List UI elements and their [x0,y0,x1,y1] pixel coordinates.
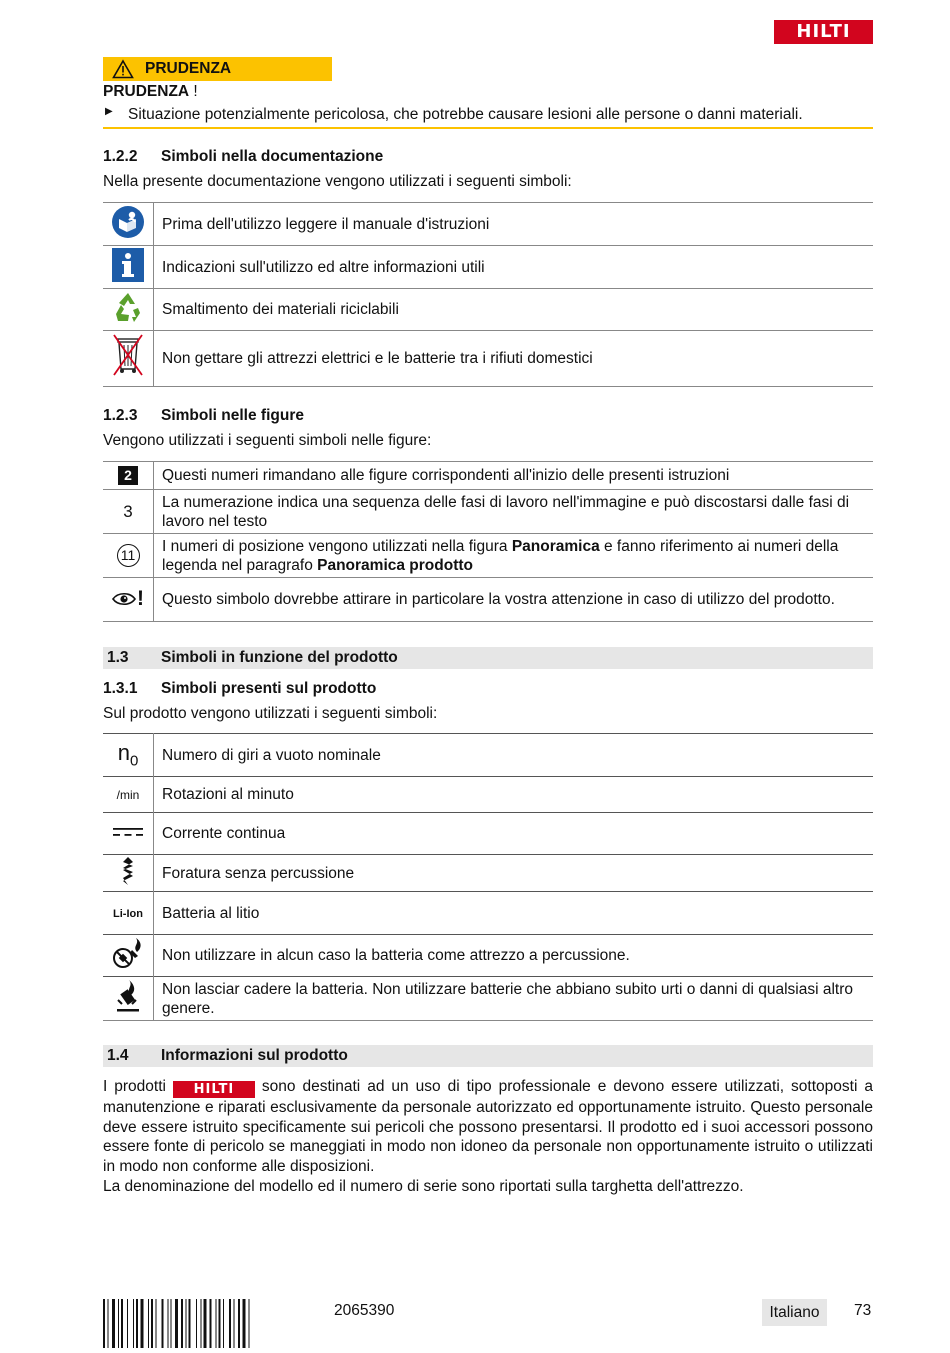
barcode-icon [103,1299,318,1348]
caution-title-bold: PRUDENZA [103,83,190,100]
drill-bit-icon [121,857,135,885]
document-code: 2065390 [334,1302,395,1319]
language-badge: Italiano [762,1299,827,1326]
table-cell-text: Non gettare gli attrezzi elettrici e le batterie tra i rifiuti domestici [154,331,874,387]
warning-triangle-icon [112,59,134,79]
table-cell-icon [103,977,154,1021]
text-bold: Panoramica prodotto [317,556,474,574]
product-info-paragraph [103,1077,873,1176]
table-cell-text: Questo simbolo dovrebbe attirare in particolare la vostra attenzione in caso di utilizzo del prodotto. [154,578,874,622]
table-row [103,289,873,331]
table-row [103,462,873,490]
caution-title [103,83,198,101]
text-part: sono destinati ad un uso di tipo professionale e devono essere utilizzati, sottoposti a manutenzione e riparati esclusivamente da personale autorizzato ed opportunamente istruito. Questo personale deve essere istruito specificamente sui pericoli che possono presentarsi. Il prodotto ed i suoi accessori possono essere fonte di pericolo se maneggiati in modo non idoneo da personale non opportunamente istruito o utilizzati in modo non conforme alle disposizioni. [103,1078,873,1175]
read-manual-icon [111,205,145,239]
table-cell-icon [103,734,154,777]
table-cell-icon [103,892,154,935]
table-row [103,734,873,777]
no-drop-battery-icon [113,978,143,1014]
table-row [103,203,873,246]
table-cell-text: La numerazione indica una sequenza delle fasi di lavoro nell'immagine e può discostarsi dalle fasi di lavoro nel testo [154,490,874,534]
recycle-icon [111,290,145,324]
table-cell-icon [103,855,154,892]
exclamation-mark: ! [137,587,144,610]
table-row [103,331,873,387]
table-cell-text: Non utilizzare in alcun caso la batteria come attrezzo a percussione. [154,935,874,977]
caution-box-label: PRUDENZA [145,60,232,77]
step-number-icon: 3 [123,501,133,521]
table-cell-icon [103,462,154,490]
table-cell-icon [103,203,154,246]
table-row [103,777,873,813]
model-serial-paragraph: La denominazione del modello ed il numero di serie sono riportati sulla targhetta dell'attrezzo. [103,1178,744,1195]
table-row [103,892,873,935]
text-part: I prodotti [103,1078,173,1095]
text-part: I numeri di posizione vengono utilizzati nella figura [162,537,512,555]
table-cell-icon [103,289,154,331]
no-load-speed-icon [117,740,139,770]
section-title-13: Simboli in funzione del prodotto [161,649,398,666]
table-cell-text: Corrente continua [154,813,874,855]
doc-symbols-table [103,202,873,387]
section-title-131: Simboli presenti sul prodotto [161,680,377,697]
table-cell-text: Non lasciar cadere la batteria. Non utilizzare batterie che abbiano subito urti o danni di qualsiasi altro genere. [154,977,874,1021]
section-intro-122: Nella presente documentazione vengono utilizzati i seguenti simboli: [103,173,572,190]
speed-n: n [117,740,130,766]
no-hammer-battery-icon [112,936,144,970]
section-number-122: 1.2.2 [103,148,138,165]
caution-title-suffix: ! [189,83,198,100]
li-ion-icon: Li-Ion [113,908,143,920]
table-cell-icon [103,490,154,534]
section-number-131: 1.3.1 [103,680,138,697]
section-title-123: Simboli nelle figure [161,407,304,424]
table-row [103,578,873,622]
section-number-13: 1.3 [107,649,129,666]
caution-bullet-text: Situazione potenzialmente pericolosa, che potrebbe causare lesioni alle persone o danni materiali. [128,106,803,123]
table-cell-icon [103,935,154,977]
hilti-logo: HILTI [774,20,873,44]
product-symbols-table [103,733,873,1021]
table-cell-icon [103,813,154,855]
section-title-122: Simboli nella documentazione [161,148,384,165]
text-part: e fanno riferimento ai numeri della legenda nel paragrafo [162,537,839,574]
table-row [103,977,873,1021]
table-row [103,935,873,977]
figure-number-icon: 2 [118,466,138,485]
section-number-14: 1.4 [107,1047,129,1064]
section-number-123: 1.2.3 [103,407,138,424]
table-cell-text: Questi numeri rimandano alle figure corrispondenti all'inizio delle presenti istruzioni [154,462,874,490]
bullet-arrow-icon: ▶ [105,106,113,117]
section-band-13 [103,647,873,669]
table-cell-text: Foratura senza percussione [154,855,874,892]
table-cell-icon [103,777,154,813]
table-cell-text: Batteria al litio [154,892,874,935]
page-number: 73 [854,1302,872,1319]
direct-current-icon [112,826,144,838]
crossed-bin-icon [111,333,145,379]
text-bold: Panoramica [511,537,600,555]
table-cell-text [154,534,874,578]
attention-eye-icon [112,587,144,611]
caution-divider [103,127,873,129]
position-number-icon: 11 [117,544,140,567]
table-row [103,855,873,892]
section-intro-123: Vengono utilizzati i seguenti simboli nelle figure: [103,432,432,449]
table-cell-icon [103,246,154,289]
table-cell-icon [103,331,154,387]
table-row [103,534,873,578]
table-cell-text: Numero di giri a vuoto nominale [154,734,874,777]
table-cell-text: Indicazioni sull'utilizzo ed altre informazioni utili [154,246,874,289]
section-band-14 [103,1045,873,1067]
table-cell-text: Rotazioni al minuto [154,777,874,813]
table-cell-icon [103,578,154,622]
table-row [103,246,873,289]
hilti-inline-logo: HILTI [173,1081,255,1098]
section-intro-131: Sul prodotto vengono utilizzati i seguenti simboli: [103,705,438,722]
table-cell-text: Smaltimento dei materiali riciclabili [154,289,874,331]
table-row [103,490,873,534]
table-row [103,813,873,855]
eye-icon [112,591,136,607]
table-cell-text: Prima dell'utilizzo leggere il manuale d'istruzioni [154,203,874,246]
info-icon [112,248,144,282]
section-title-14: Informazioni sul prodotto [161,1047,348,1064]
figure-symbols-table [103,461,873,622]
table-cell-icon [103,534,154,578]
per-minute-icon: /min [116,787,140,802]
speed-sub: 0 [129,752,139,770]
caution-label-box [103,57,332,81]
